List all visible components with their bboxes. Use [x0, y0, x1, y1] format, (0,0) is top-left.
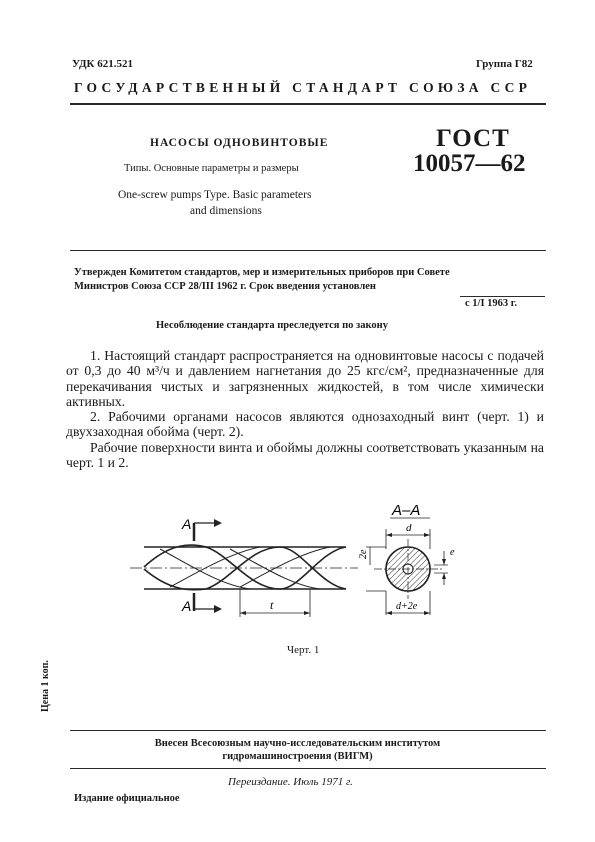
paragraph-3: Рабочие поверхности винта и обоймы должны соответствовать указанным на черт. 1 и 2. [66, 439, 544, 471]
introduced-by-line2: гидромашиностроения (ВИГМ) [222, 751, 373, 762]
reissue-note: Переиздание. Июль 1971 г. [228, 776, 353, 788]
approval-line2: Министров Союза ССР 28/III 1962 г. Срок введения установлен [74, 281, 376, 292]
figure-caption: Черт. 1 [287, 644, 320, 656]
dim-e-label: е [450, 547, 455, 558]
dim-t-label: t [270, 598, 274, 612]
footer-bottom-rule [70, 768, 546, 769]
standard-heading: ГОСУДАРСТВЕННЫЙ СТАНДАРТ СОЮЗА ССР [74, 80, 532, 95]
title-bottom-rule [70, 250, 546, 251]
section-label: А–А [392, 505, 421, 519]
body-text [66, 348, 544, 470]
udk-code: УДК 621.521 [72, 58, 134, 70]
screw-drawing [130, 505, 550, 635]
dim-2e-label: 2е [358, 549, 369, 559]
section-arrow-bottom-head [214, 605, 222, 613]
dim-d2e-label: d+2е [396, 601, 418, 612]
arrow-label-bottom: А [182, 598, 192, 614]
paragraph-2: 2. Рабочими органами насосов являются однозаходный винт (черт. 1) и двухзаходная обойма (черт. 2). [66, 409, 544, 440]
arrow-label-top: А [182, 516, 192, 532]
law-notice: Несоблюдение стандарта преследуется по закону [156, 320, 388, 331]
section-arrow-top-head [214, 519, 222, 527]
official-edition: Издание официальное [74, 793, 180, 804]
gost-label: ГОСТ [436, 125, 510, 152]
price-note: Цена 1 коп. [40, 660, 51, 712]
footer-top-rule [70, 730, 546, 731]
group-code: Группа Г82 [476, 58, 533, 70]
english-title-line2: and dimensions [190, 205, 262, 217]
header-rule [70, 103, 546, 105]
gost-number: 10057—62 [413, 150, 526, 177]
introduced-by-line1: Внесен Всесоюзным научно-исследовательским институтом [154, 738, 441, 749]
english-title-line1: One-screw pumps Type. Basic parameters [118, 189, 312, 201]
approval-date: с 1/I 1963 г. [465, 298, 517, 309]
dim-d-label: d [406, 522, 412, 534]
paragraph-1: 1. Настоящий стандарт распространяется на одновинтовые насосы с подачей от 0,3 до 40 м³/ч и давлением нагнетания до 25 кгс/см², предназначенные для перекачивания чистых и загрязненных жидкостей, в том числе химически активных. [66, 348, 544, 409]
document-title: НАСОСЫ ОДНОВИНТОВЫЕ [150, 137, 329, 149]
approval-date-rule [460, 296, 545, 297]
document-subtitle: Типы. Основные параметры и размеры [124, 163, 299, 174]
approval-line1: Утвержден Комитетом стандартов, мер и измерительных приборов при Совете [74, 267, 450, 278]
